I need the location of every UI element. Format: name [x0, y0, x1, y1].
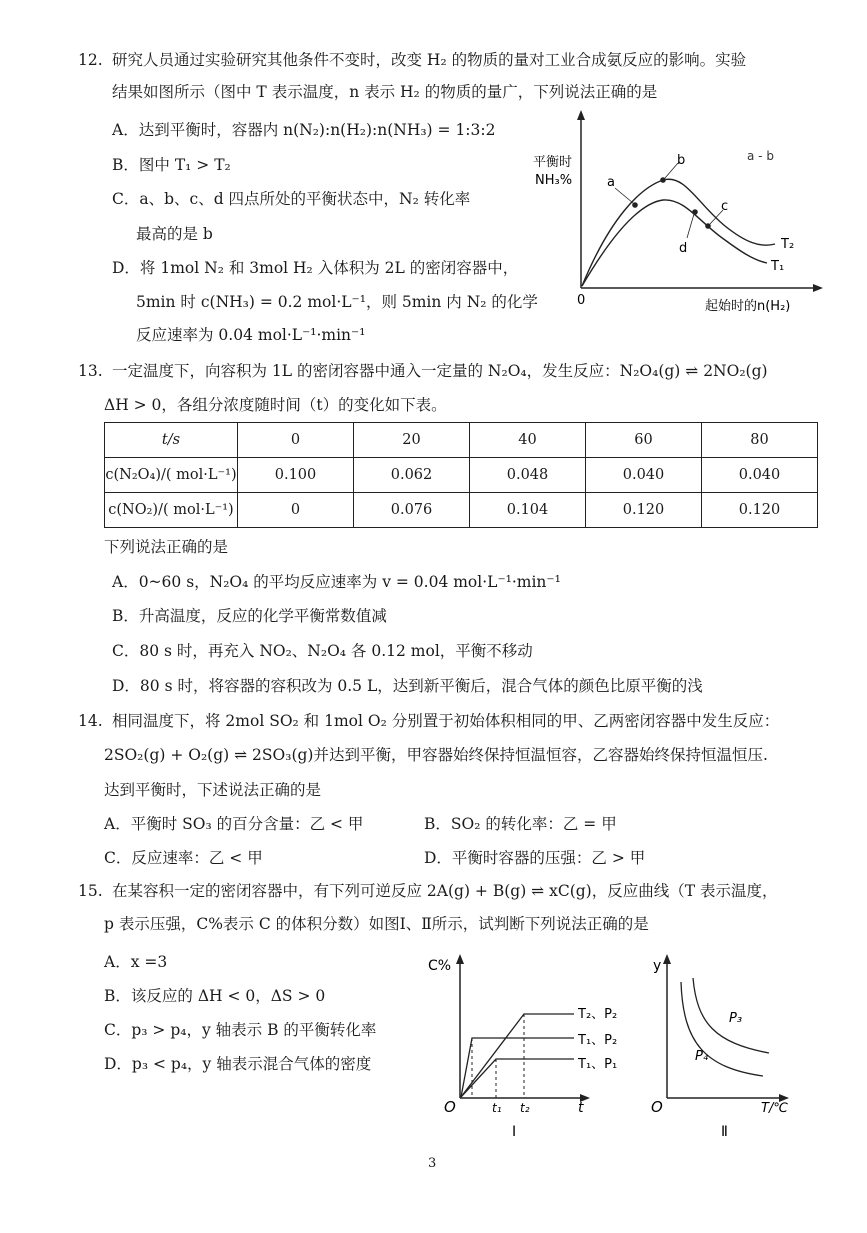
q15g1-curve-t1p2	[461, 1038, 574, 1097]
q12-y-arrow-icon	[577, 110, 585, 120]
q12-option-d-line1: D．将 1mol N₂ 和 3mol H₂ 入体积为 2L 的密闭容器中，	[112, 259, 519, 277]
q13-row-label: c(NO₂)/( mol·L⁻¹)	[105, 493, 238, 528]
q12-graph	[525, 108, 825, 318]
q12-curve-t2	[582, 179, 775, 286]
q12-number: 12.	[78, 51, 103, 69]
q13-header-cell: 0	[238, 423, 354, 458]
q12-origin: 0	[577, 293, 586, 308]
q12-point-a	[632, 202, 638, 208]
q14-option-a: A．平衡时 SO₃ 的百分含量：乙 < 甲	[104, 815, 364, 833]
q13-cell: 0.120	[702, 493, 818, 528]
q15-graph-1	[412, 948, 642, 1143]
q12-point-c	[705, 223, 711, 229]
q15g1-label-low: T₁、P₁	[578, 1057, 618, 1072]
q13-header-cell: t/s	[105, 423, 238, 458]
q12-x-arrow-icon	[813, 284, 823, 292]
q12-label-t1: T₁	[771, 259, 785, 274]
q12-point-b	[660, 177, 666, 183]
q15-option-a: A．x =3	[104, 953, 168, 971]
q15-option-d: D．p₃ < p₄，y 轴表示混合气体的密度	[104, 1055, 372, 1073]
q13-cell: 0.040	[702, 458, 818, 493]
q15-number: 15.	[78, 882, 103, 900]
q13-option-a: A．0~60 s，N₂O₄ 的平均反应速率为 v = 0.04 mol·L⁻¹·min⁻¹	[112, 573, 561, 591]
q12-ylabel-2: NH₃%	[535, 173, 573, 188]
q13-cell: 0.100	[238, 458, 354, 493]
q14-number: 14.	[78, 712, 103, 730]
q13-option-b: B．升高温度，反应的化学平衡常数值减	[112, 607, 387, 625]
q15-option-c: C．p₃ > p₄，y 轴表示 B 的平衡转化率	[104, 1021, 377, 1039]
q15g1-curve-t2p2	[461, 1014, 574, 1097]
q12-curve-t1	[582, 200, 767, 286]
q15g1-curve-t1p1	[461, 1059, 574, 1097]
q12-label-c: c	[721, 199, 729, 214]
q12-stem-line2: 结果如图所示（图中 T 表示温度，n 表示 H₂ 的物质的量广，下列说法正确的是	[112, 83, 658, 101]
table-row	[105, 493, 818, 528]
q15g1-y-arrow-icon	[456, 954, 464, 964]
q14-option-d: D．平衡时容器的压强：乙 > 甲	[424, 849, 646, 867]
q15-stem-line2: p 表示压强，C%表示 C 的体积分数）如图Ⅰ、Ⅱ所示，试判断下列说法正确的是	[104, 915, 649, 933]
q12-option-b: B．图中 T₁ > T₂	[112, 156, 231, 174]
q12-option-d-line2: 5min 时 c(NH₃) = 0.2 mol·L⁻¹，则 5min 内 N₂ 的化学	[136, 293, 538, 311]
q12-label-d: d	[679, 241, 688, 256]
q13-cell: 0.062	[354, 458, 470, 493]
q13-cell: 0.048	[470, 458, 586, 493]
q13-cell: 0.040	[586, 458, 702, 493]
q15-option-b: B．该反应的 ΔH < 0，ΔS > 0	[104, 987, 326, 1005]
q13-option-c: C．80 s 时，再充入 NO₂、N₂O₄ 各 0.12 mol，平衡不移动	[112, 642, 533, 660]
q13-stem-line2: ΔH > 0，各组分浓度随时间（t）的变化如下表。	[104, 396, 447, 414]
q14-option-c: C．反应速率：乙 < 甲	[104, 849, 263, 867]
q15g1-ylabel: C%	[428, 958, 452, 974]
q12-margin-note: a - b	[747, 149, 774, 163]
q13-option-d: D．80 s 时，将容器的容积改为 0.5 L，达到新平衡后，混合气体的颜色比原平衡的浅	[112, 677, 703, 695]
q13-stem-line1: 一定温度下，向容积为 1L 的密闭容器中通入一定量的 N₂O₄，发生反应：N₂O₄(g) ⇌ 2NO₂(g)	[112, 362, 768, 380]
q15g1-tick-2: t₂	[520, 1101, 530, 1115]
q15g2-y-arrow-icon	[663, 954, 671, 964]
q13-header-cell: 20	[354, 423, 470, 458]
table-row	[105, 458, 818, 493]
q15g1-label-mid: T₁、P₂	[578, 1033, 618, 1048]
q15-graph-2	[645, 948, 805, 1143]
q15g2-curve-lower	[681, 982, 763, 1076]
q13-cell: 0.104	[470, 493, 586, 528]
q13-row-label: c(N₂O₄)/( mol·L⁻¹)	[105, 458, 238, 493]
q14-stem-line1: 相同温度下，将 2mol SO₂ 和 1mol O₂ 分别置于初始体积相同的甲、乙两密闭容器中发生反应：	[112, 712, 780, 730]
q12-label-a: a	[607, 175, 615, 190]
q12-option-c-line1: C．a、b、c、d 四点所处的平衡状态中，N₂ 转化率	[112, 190, 471, 208]
q15g2-label-lower: P₄	[695, 1049, 709, 1064]
q12-ylabel-1: 平衡时	[533, 155, 573, 170]
q13-header-cell: 60	[586, 423, 702, 458]
q13-cell: 0.120	[586, 493, 702, 528]
q15g1-caption: Ⅰ	[512, 1124, 517, 1140]
q12-label-t2: T₂	[781, 237, 795, 252]
q13-number: 13.	[78, 362, 103, 380]
q12-option-a: A．达到平衡时，容器内 n(N₂):n(H₂):n(NH₃) = 1:3:2	[112, 121, 496, 139]
q14-stem-line3: 达到平衡时，下述说法正确的是	[104, 781, 322, 799]
q13-table	[104, 422, 818, 528]
q15g2-xlabel: T/℃	[761, 1101, 788, 1116]
q15g1-xlabel: t	[578, 1100, 584, 1116]
q15g2-caption: Ⅱ	[721, 1124, 728, 1140]
q12-leader-d	[687, 214, 694, 238]
q13-prompt: 下列说法正确的是	[104, 538, 229, 556]
q12-option-c-line2: 最高的是 b	[136, 225, 213, 243]
q12-option-d-line3: 反应速率为 0.04 mol·L⁻¹·min⁻¹	[136, 326, 366, 344]
q12-xlabel: 起始时的n(H₂)	[705, 299, 791, 314]
q13-cell: 0.076	[354, 493, 470, 528]
q12-label-b: b	[677, 153, 686, 168]
q13-cell: 0	[238, 493, 354, 528]
q15g2-ylabel: y	[653, 958, 662, 974]
q15g1-label-top: T₂、P₂	[578, 1007, 618, 1022]
q15g1-origin: O	[444, 1098, 456, 1116]
q13-header-cell: 80	[702, 423, 818, 458]
table-row	[105, 423, 818, 458]
q14-option-b: B．SO₂ 的转化率：乙 = 甲	[424, 815, 617, 833]
page-number: 3	[428, 1156, 437, 1171]
q13-header-cell: 40	[470, 423, 586, 458]
q12-leader-a	[615, 188, 633, 203]
q12-point-d	[692, 209, 698, 215]
q14-stem-line2: 2SO₂(g) + O₂(g) ⇌ 2SO₃(g)并达到平衡，甲容器始终保持恒温恒容，乙容器始终保持恒温恒压.	[104, 746, 768, 764]
q15g1-tick-1: t₁	[492, 1101, 502, 1115]
q15g2-label-upper: P₃	[729, 1011, 743, 1026]
q15-stem-line1: 在某容积一定的密闭容器中，有下列可逆反应 2A(g) + B(g) ⇌ xC(g)，反应曲线（T 表示温度，	[112, 882, 778, 900]
q12-stem-line1: 研究人员通过实验研究其他条件不变时，改变 H₂ 的物质的量对工业合成氨反应的影响。实验	[112, 51, 747, 69]
q15g2-origin: O	[651, 1098, 663, 1116]
